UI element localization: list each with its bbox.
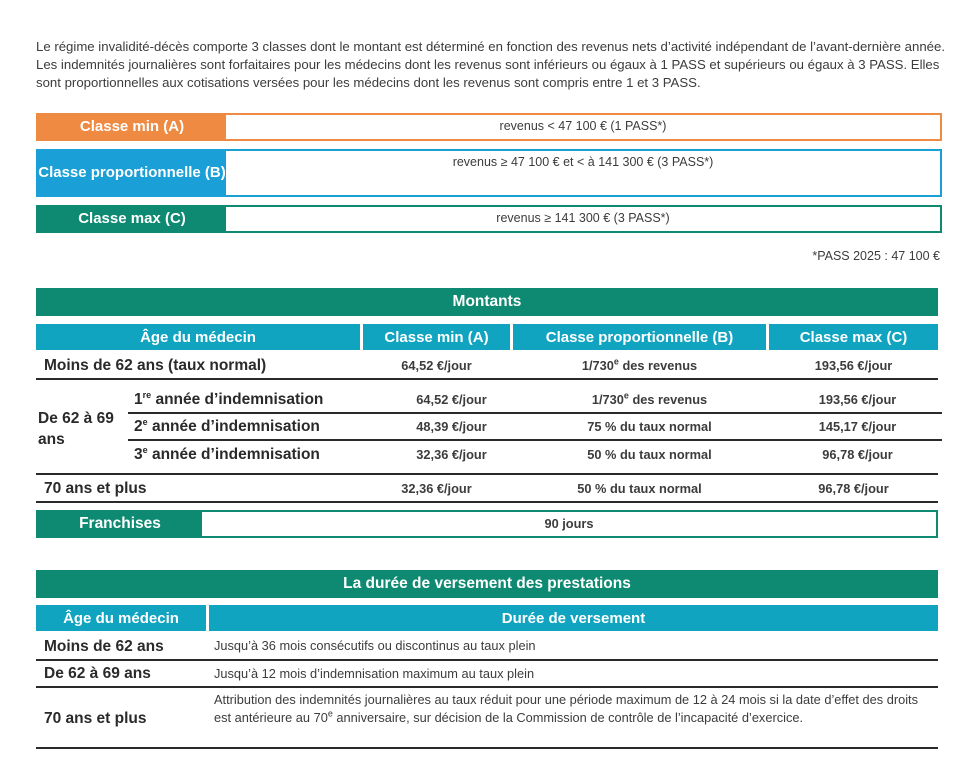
duree-70plus-label: 70 ans et plus: [44, 710, 147, 727]
year-3-min: 32,36 €/jour: [416, 447, 487, 462]
divider: [36, 501, 938, 503]
class-max-value: revenus ≥ 141 300 € (3 PASS*): [226, 207, 940, 231]
row-under62-prop: 1/730e des revenus: [581, 356, 698, 373]
indemnisation-year-1-label: 1re année d’indemnisation: [134, 389, 324, 408]
montants-header-age: Âge du médecin: [36, 324, 360, 350]
group-62-69-label: De 62 à 69 ans: [38, 410, 114, 448]
montants-header-min: Classe min (A): [363, 324, 510, 350]
franchises-value: 90 jours: [544, 516, 594, 531]
row-70plus-min: 32,36 €/jour: [401, 481, 472, 496]
year-2-max: 145,17 €/jour: [818, 419, 897, 434]
year-2-prop: 75 % du taux normal: [587, 419, 712, 434]
divider: [36, 659, 938, 661]
year-1-min: 64,52 €/jour: [416, 392, 487, 407]
row-70plus-prop: 50 % du taux normal: [577, 481, 702, 496]
class-row-proportionnelle: [36, 149, 942, 197]
indemnisation-year-3-label: 3e année d’indemnisation: [134, 444, 320, 463]
row-under62-min: 64,52 €/jour: [401, 358, 472, 373]
franchises-row: [36, 510, 938, 538]
pass-footnote: *PASS 2025 : 47 100 €: [812, 249, 940, 263]
divider: [36, 686, 938, 688]
duree-under62-label: Moins de 62 ans: [44, 638, 164, 655]
indemnisation-year-2-label: 2e année d’indemnisation: [134, 416, 320, 435]
row-70plus-max: 96,78 €/jour: [818, 481, 889, 496]
duree-header-age: Âge du médecin: [36, 605, 206, 631]
divider: [128, 412, 942, 414]
duree-header-duree: Durée de versement: [209, 605, 938, 631]
duree-62-69-text: Jusqu’à 12 mois d’indemnisation maximum au taux plein: [214, 666, 535, 681]
montants-header-prop: Classe proportionnelle (B): [513, 324, 766, 350]
class-min-label: Classe min (A): [38, 115, 226, 139]
duree-under62-text: Jusqu’à 36 mois consécutifs ou discontinus au taux plein: [214, 638, 536, 653]
montants-title: Montants: [36, 288, 938, 316]
year-1-prop: 1/730e des revenus: [591, 390, 708, 407]
duree-62-69-label: De 62 à 69 ans: [44, 665, 151, 682]
year-3-max: 96,78 €/jour: [822, 447, 893, 462]
year-1-max: 193,56 €/jour: [818, 392, 897, 407]
row-under62-label: Moins de 62 ans (taux normal): [44, 357, 267, 374]
year-2-min: 48,39 €/jour: [416, 419, 487, 434]
year-3-prop: 50 % du taux normal: [587, 447, 712, 462]
class-min-value: revenus < 47 100 € (1 PASS*): [226, 115, 940, 139]
class-proportionnelle-label: Classe proportionnelle (B): [38, 151, 226, 195]
divider: [36, 378, 938, 380]
class-proportionnelle-value: revenus ≥ 47 100 € et < à 141 300 € (3 PASS*): [226, 151, 940, 195]
montants-header-max: Classe max (C): [769, 324, 938, 350]
franchises-label: Franchises: [38, 512, 202, 536]
row-under62-max: 193,56 €/jour: [814, 358, 893, 373]
class-row-max: [36, 205, 942, 233]
class-max-label: Classe max (C): [38, 207, 226, 231]
divider: [36, 473, 938, 475]
class-row-min: [36, 113, 942, 141]
divider: [36, 747, 938, 749]
duree-title: La durée de versement des prestations: [36, 570, 938, 598]
intro-paragraph: Le régime invalidité-décès comporte 3 classes dont le montant est déterminé en fonction des revenus nets d’activité indépendant de l’avant-dernière année. Les indemnités journalières sont forfaitaires pour les médecins dont les revenus sont inférieurs ou égaux à 1 PASS et supérieurs ou égaux à 3 PASS. Elles sont proportionnelles aux cotisations versées pour les médecins dont les revenus sont compris entre 1 et 3 PASS.: [36, 39, 946, 90]
row-70plus-label: 70 ans et plus: [44, 480, 147, 497]
duree-70plus-text: Attribution des indemnités journalières au taux réduit pour une période maximum de 12 à 24 mois si la date d’effet des droits est antérieure au 70e anniversaire, sur décision de la Commission de contrôle de l’incapacité d’exercice.: [214, 692, 918, 725]
divider: [128, 439, 942, 441]
